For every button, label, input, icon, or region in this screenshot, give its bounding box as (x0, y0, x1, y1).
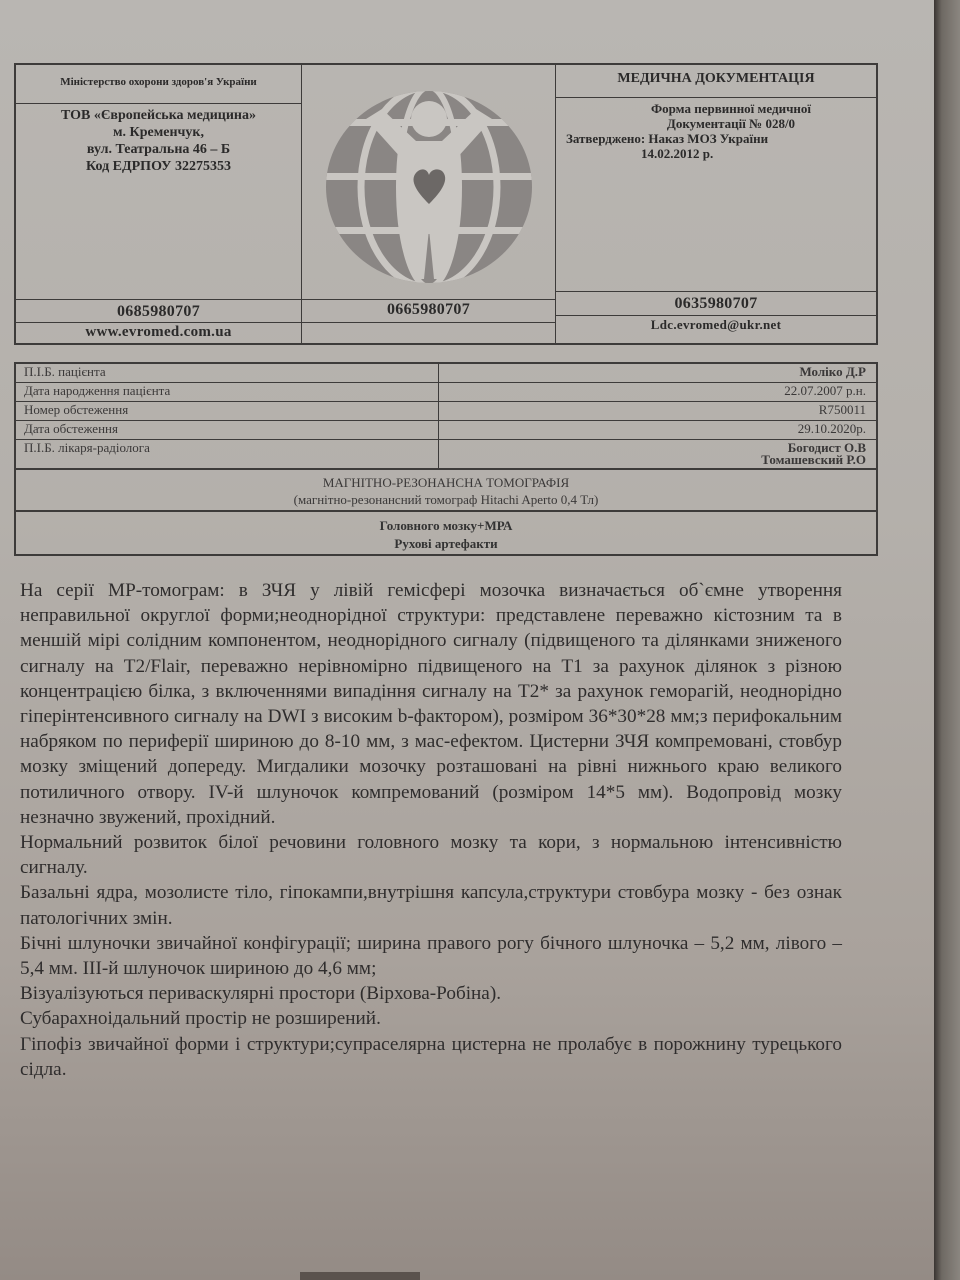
study-section (14, 512, 878, 556)
phone-3: 0635980707 (674, 295, 758, 312)
org-column (16, 65, 302, 343)
report-paragraph: Нормальний розвиток білої речовини головного мозку та кори, з нормальною інтенсивністю сигналу. (20, 832, 842, 879)
form-line-4: 14.02.2012 р. (641, 146, 714, 161)
patient-row (16, 421, 876, 440)
exam-date-label: Дата обстеження (24, 421, 118, 436)
email-link[interactable]: Ldc.evromed@ukr.net (650, 317, 782, 332)
form-line-2: Документації № 028/0 (666, 116, 796, 131)
exam-date-value: 29.10.2020р. (797, 421, 866, 436)
report-paragraph: Базальні ядра, мозолисте тіло, гіпокампи,внутрішня капсула,структури стовбура мозку - без ознак патологічних змін. (20, 882, 842, 929)
form-line-3: Затверджено: Наказ МОЗ України (566, 131, 769, 146)
mri-section (14, 470, 878, 512)
patient-row (16, 402, 876, 421)
radiologist-value: Богодист О.В (787, 440, 866, 455)
letterhead-table (14, 63, 878, 345)
page-edge-shadow (934, 0, 960, 1280)
exam-number-value: R750011 (818, 402, 866, 417)
org-city: м. Кременчук, (113, 125, 204, 140)
patient-row (16, 364, 876, 383)
phone-1: 0685980707 (117, 303, 200, 320)
report-paragraph: Гіпофіз звичайної форми і структури;супраселярна цистерна не пролабує в порожнину турецького сідла. (20, 1033, 842, 1080)
mri-title: МАГНІТНО-РЕЗОНАНСНА ТОМОГРАФІЯ (322, 475, 570, 490)
doc-type-title: МЕДИЧНА ДОКУМЕНТАЦІЯ (617, 71, 815, 86)
birth-date-label: Дата народження пацієнта (24, 383, 171, 398)
org-edrpou: Код ЕДРПОУ 32275353 (86, 159, 231, 174)
report-paragraph: Субарахноідальний простір не розширений. (20, 1008, 381, 1030)
globe-person-heart-logo-icon (316, 79, 542, 289)
patient-row (16, 383, 876, 402)
report-body (20, 578, 842, 1082)
org-block (16, 107, 301, 175)
phone-2: 0665980707 (387, 301, 470, 318)
patient-row (16, 452, 876, 471)
report-paragraph: Візуалізуються периваскулярні простори (Вірхова-Робіна). (20, 983, 502, 1005)
org-name: ТОВ «Європейська медицина» (61, 108, 256, 123)
logo-column (302, 65, 556, 343)
form-line-1: Форма первинної медичної (650, 101, 811, 116)
form-info (556, 101, 876, 161)
report-paragraph: На серії МР-томограм: в ЗЧЯ у лівій гемісфері мозочка визначається об`ємне утворення неправильної округлої форми;неоднорідної структури: представлене переважно кістозним та в меншій мірі солідним компонентом, неоднорідного сигналу (підвищеного та ділянками зниженого сигналу на T2/Flair, переважно нерівномірно підвищеного на T1 за рахунок ділянок з різною концентрацією білка, з включеннями випадіння сигналу на T2* за рахунок геморагій, неоднорідно гіперінтенсивного сигналу на DWI з високим b-фактором), розміром 36*30*28 мм;з перифокальним набряком по периферії шириною до 8-10 мм, з мас-ефектом. Цистерни ЗЧЯ компремовані, стовбур мозку зміщений допереду. Мигдалики мозочку розташовані на рівні нижнього краю великого потиличного отвору. IV-й шлуночок компремований (розміром 14*5 мм). Водопровід мозку незначно звужений, прохідний. (20, 580, 842, 828)
doc-info-column (556, 65, 876, 343)
org-street: вул. Театральна 46 – Б (86, 142, 231, 157)
radiologist-label: П.І.Б. лікаря-радіолога (24, 440, 150, 455)
second-radiologist-value: Томашевский Р.О (761, 452, 866, 467)
page-bottom-shadow (300, 1272, 420, 1280)
patient-info-table (14, 362, 878, 470)
exam-number-label: Номер обстеження (24, 402, 129, 417)
patient-name-value: Моліко Д.Р (799, 364, 866, 379)
patient-name-label: П.І.Б. пацієнта (24, 364, 106, 379)
study-note: Рухові артефакти (394, 536, 498, 551)
website-link[interactable]: www.evromed.com.ua (85, 324, 232, 340)
birth-date-value: 22.07.2007 р.н. (784, 383, 866, 398)
ministry-label: Міністерство охорони здоров'я України (60, 76, 257, 88)
report-paragraph: Бічні шлуночки звичайної конфігурації; ширина правого рогу бічного шлуночка – 5,2 мм, лівого – 5,4 мм. ІІІ-й шлуночок шириною до 4,6 мм; (20, 932, 842, 980)
mri-device: (магнітно-резонансний томограф Hitachi Aperto 0,4 Тл) (293, 492, 599, 507)
study-region: Головного мозку+МРА (379, 518, 513, 533)
